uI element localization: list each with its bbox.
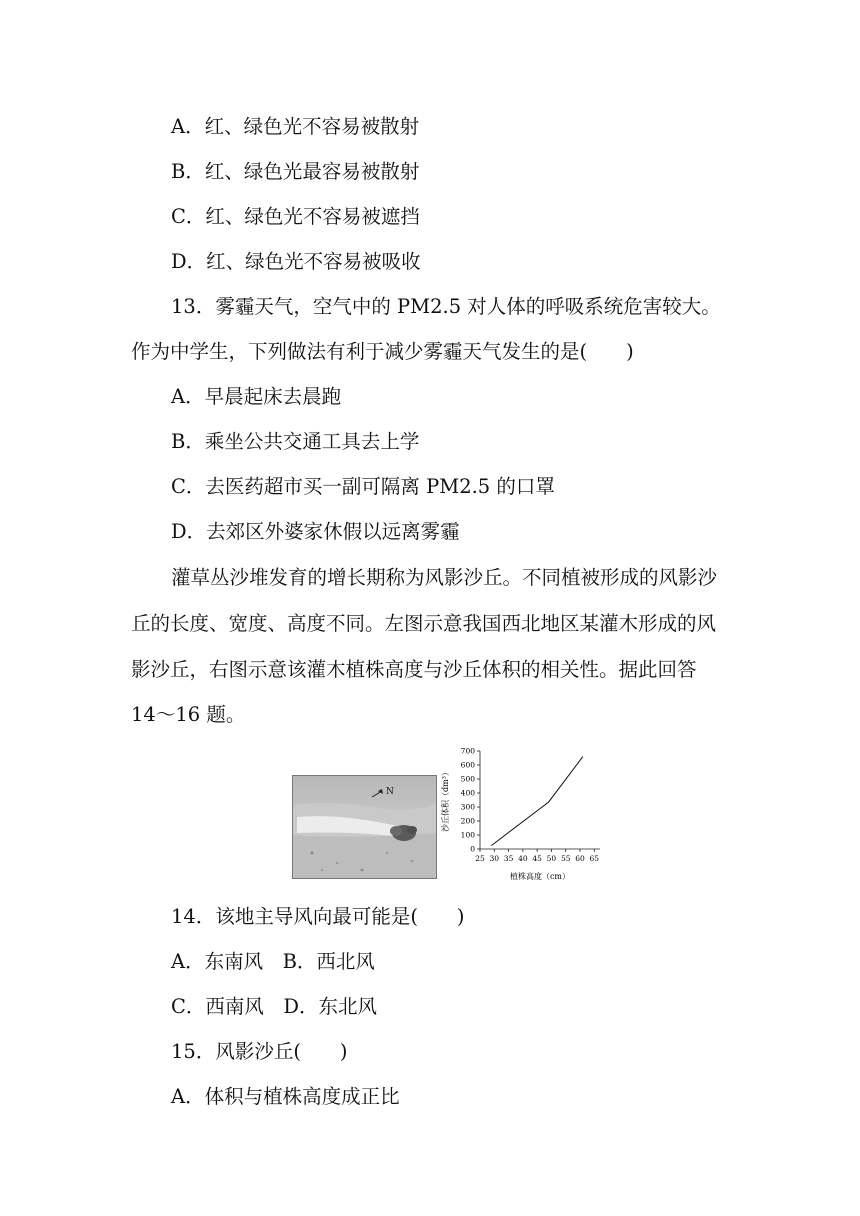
y-tick-label: 600 — [460, 760, 475, 770]
question-13-stem-line2: 作为中学生，下列做法有利于减少雾霾天气发生的是( ) — [131, 340, 634, 363]
y-axis-label: 沙丘体积（dm³） — [441, 768, 450, 832]
y-tick-label: 200 — [460, 816, 475, 826]
y-tick-label: 500 — [460, 774, 475, 784]
option-12d: D．红、绿色光不容易被吸收 — [171, 250, 421, 273]
option-13d: D．去郊区外婆家休假以远离雾霾 — [171, 520, 460, 543]
y-tick-label: 700 — [460, 746, 475, 756]
y-tick-label: 300 — [460, 802, 475, 812]
question-15-stem: 15．风影沙丘( ) — [171, 1040, 348, 1063]
question-13-stem-line1: 13．雾霾天气，空气中的 PM2.5 对人体的呼吸系统危害较大。 — [171, 295, 721, 318]
passage-line2: 丘的长度、宽度、高度不同。左图示意我国西北地区某灌木形成的风 — [131, 612, 717, 635]
option-13a: A．早晨起床去晨跑 — [171, 385, 342, 408]
option-15a: A．体积与植株高度成正比 — [171, 1085, 400, 1108]
options-14ab: A．东南风 B．西北风 — [171, 950, 375, 973]
options-14cd: C．西南风 D．东北风 — [171, 995, 378, 1018]
figure — [292, 745, 622, 885]
x-tick-label: 40 — [518, 854, 528, 863]
x-tick-label: 65 — [589, 854, 600, 863]
x-tick-label: 45 — [532, 854, 542, 863]
passage-line1: 灌草丛沙堆发育的增长期称为风影沙丘。不同植被形成的风影沙 — [171, 566, 718, 589]
series-line — [491, 757, 582, 846]
option-12c: C．红、绿色光不容易被遮挡 — [171, 205, 420, 228]
y-tick-label: 100 — [460, 830, 475, 840]
x-tick-label: 50 — [546, 854, 557, 863]
dune-photo — [292, 775, 437, 879]
question-14-stem: 14．该地主导风向最可能是( ) — [171, 905, 465, 928]
option-12b: B．红、绿色光最容易被散射 — [171, 160, 420, 183]
option-13b: B．乘坐公共交通工具去上学 — [171, 430, 420, 453]
option-13c: C．去医药超市买一副可隔离 PM2.5 的口罩 — [171, 475, 555, 498]
x-tick-label: 30 — [489, 854, 500, 863]
y-tick-label: 0 — [470, 844, 475, 854]
x-tick-label: 55 — [560, 854, 571, 863]
y-tick-label: 400 — [460, 788, 475, 798]
x-tick-label: 60 — [575, 854, 585, 863]
passage-line3: 影沙丘，右图示意该灌木植株高度与沙丘体积的相关性。据此回答 — [131, 658, 697, 681]
passage-line4: 14～16 题。 — [131, 703, 246, 726]
x-tick-label: 25 — [475, 854, 485, 863]
x-tick-label: 35 — [503, 854, 514, 863]
x-axis-label: 植株高度（cm） — [509, 872, 571, 881]
option-12a: A．红、绿色光不容易被散射 — [171, 115, 420, 138]
dune-volume-chart — [440, 745, 622, 885]
north-label: N — [386, 787, 394, 797]
